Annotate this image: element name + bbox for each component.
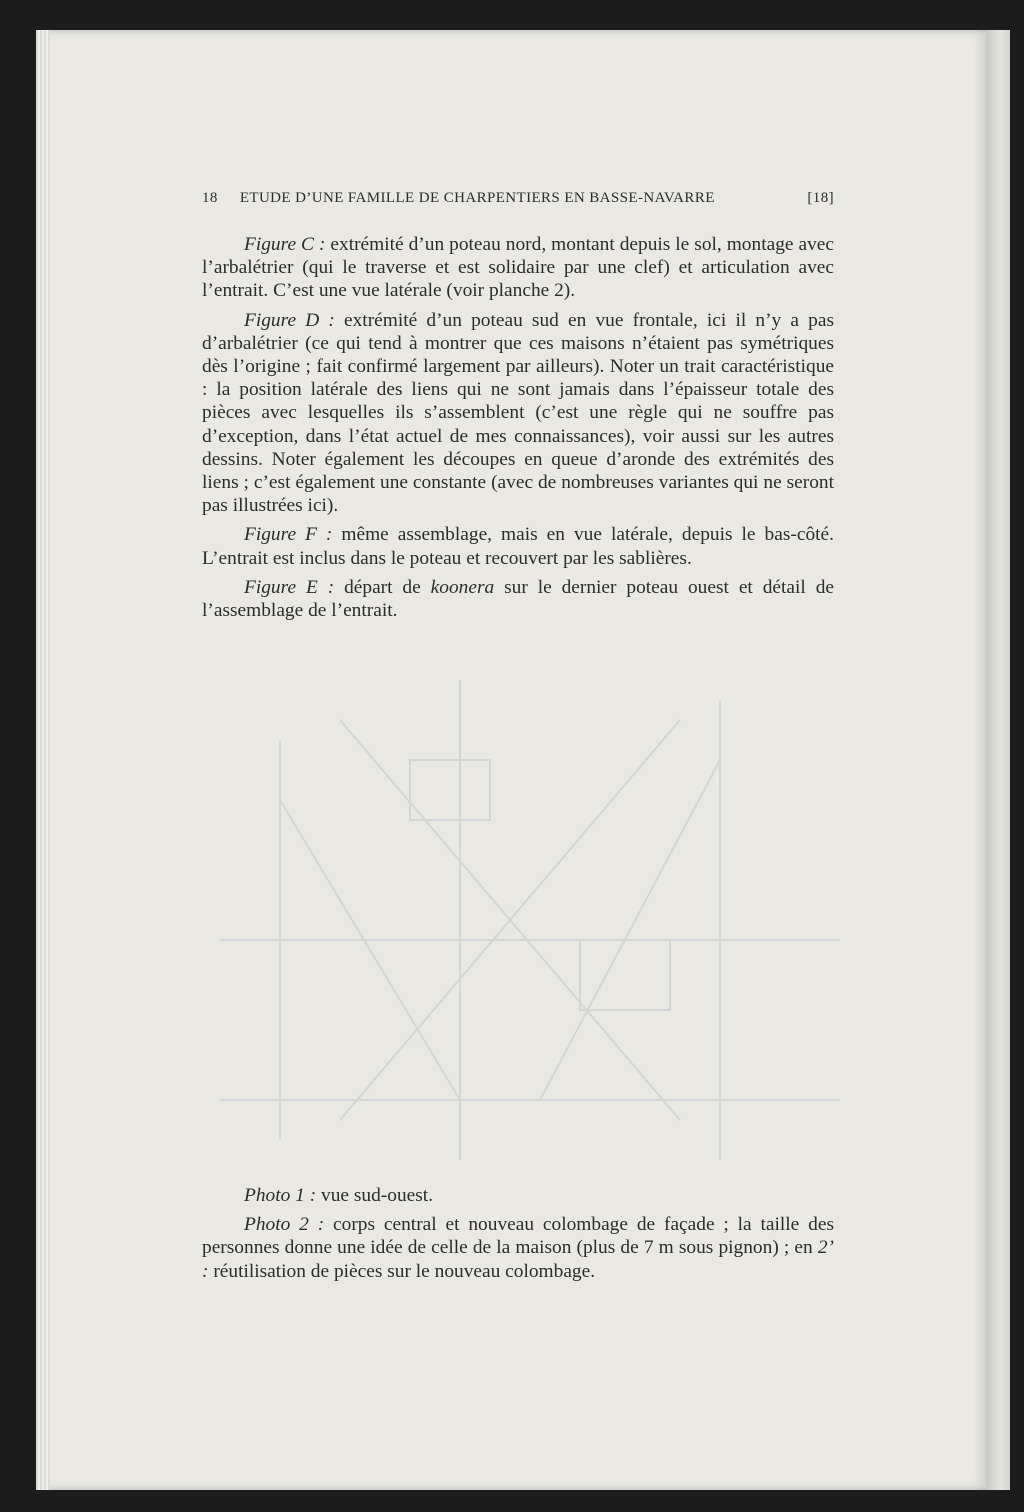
paragraph-text: sur le dernier poteau ouest et détail de l’assemblage de l’entrait. bbox=[202, 576, 834, 622]
next-page-edge bbox=[986, 30, 1010, 1490]
paragraph-text: départ de bbox=[334, 576, 431, 598]
paragraph-text: extrémité d’un poteau sud en vue frontale, ici il n’y a pas d’arbalétrier (ce qui tend à montrer que ces maisons n’étaient pas symétriques dès l’origine ; fait confirmé largement par ailleurs). Noter un trait caractéristique : la position latérale des liens qui ne sont jamais dans l’épaisseur totale des pièces avec lesquelles ils s’assemblent (c’est une règle qui ne souffre pas d’exception, dans l’état actuel de mes connaissances), voir aussi sur les autres dessins. Noter également les découpes en queue d’aronde des extrémités des liens ; c’est également une constante (avec de nombreuses variantes qui ne seront pas illustrées ici). bbox=[202, 309, 835, 517]
page-number: 18 bbox=[202, 190, 218, 206]
paragraph-text: même assemblage, mais en vue latérale, depuis le bas-côté. L’entrait est inclus dans le poteau et recouvert par les sablières. bbox=[202, 524, 834, 569]
page-text bbox=[202, 190, 834, 628]
photo-label: Photo 1 : bbox=[244, 1185, 317, 1206]
paragraph-figure-e bbox=[202, 576, 834, 622]
caption-text: corps central et nouveau colombage de façade ; la taille des personnes donne une idée de celle de la maison (plus de 7 m sous pignon) ; en bbox=[202, 1214, 834, 1259]
figure-label: Figure D : bbox=[244, 309, 335, 331]
figure-label: Figure F : bbox=[244, 524, 333, 546]
running-title: ETUDE D’UNE FAMILLE DE CHARPENTIERS EN BASSE-NAVARRE bbox=[239, 190, 715, 206]
photo-captions bbox=[202, 1184, 834, 1289]
figure-label: Figure E : bbox=[244, 576, 335, 598]
caption-photo-1 bbox=[202, 1184, 834, 1207]
page-edges bbox=[36, 30, 50, 1490]
italic-term: 2’ : bbox=[202, 1237, 834, 1282]
figure-label: Figure C : bbox=[244, 234, 326, 255]
running-head bbox=[202, 190, 834, 207]
italic-term: koonera bbox=[430, 576, 495, 598]
page-ref: [18] bbox=[807, 190, 834, 206]
photo-label: Photo 2 : bbox=[244, 1214, 325, 1236]
paragraph-figure-d bbox=[202, 309, 834, 518]
caption-photo-2 bbox=[202, 1213, 834, 1283]
caption-text: vue sud-ouest. bbox=[316, 1185, 434, 1206]
paragraph-text: extrémité d’un poteau nord, montant depuis le sol, montage avec l’arbalétrier (qui le traverse et est solidaire par une clef) et articulation avec l’entrait. C’est une vue latérale (voir planche 2). bbox=[202, 234, 834, 302]
paragraph-figure-f bbox=[202, 523, 834, 569]
caption-text: réutilisation de pièces sur le nouveau colombage. bbox=[208, 1260, 596, 1282]
paragraph-figure-c bbox=[202, 233, 834, 303]
show-through-drawing bbox=[160, 640, 880, 1200]
